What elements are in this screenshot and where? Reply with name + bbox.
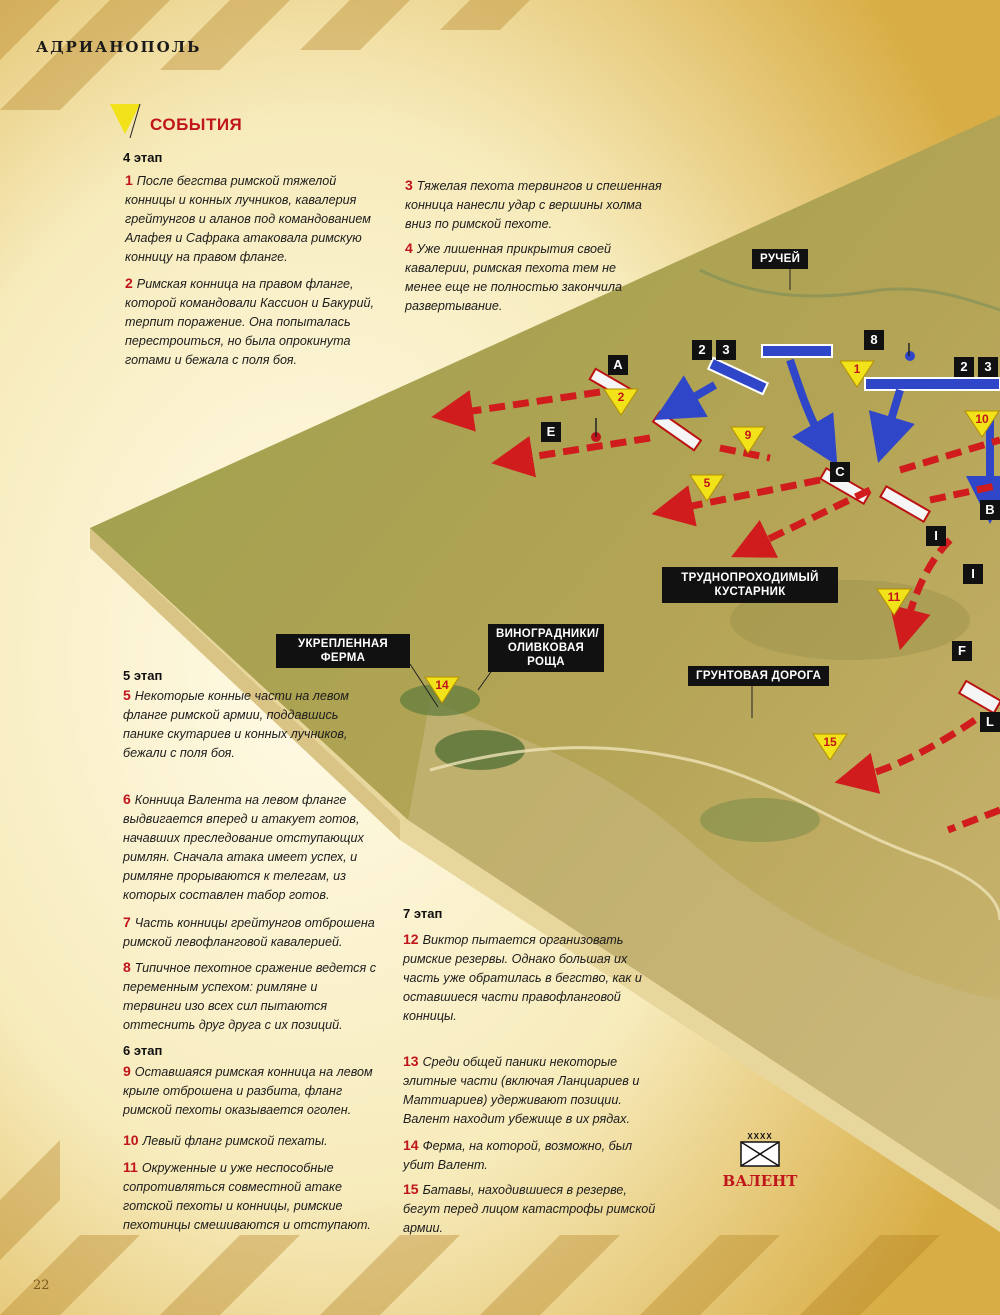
commander-name: ВАЛЕНТ [722, 1172, 798, 1190]
map-label-stream: РУЧЕЙ [752, 249, 808, 269]
event-text: Левый фланг римской пехаты. [142, 1134, 328, 1148]
event-marker-number: 1 [853, 362, 861, 376]
event-marker [812, 733, 848, 761]
stage-title: 5 этап [123, 668, 163, 683]
unit-marker: F [952, 641, 972, 661]
unit-marker: I [926, 526, 946, 546]
event-marker-number: 5 [703, 476, 711, 490]
header-title: АДРИАНОПОЛЬ [36, 38, 202, 56]
event-text: Римская конница на правом фланге, которой командовали Кассион и Бакурий, терпит поражение. Она попыталась перестроиться, но была опрокинута готами и бежала с поля боя. [125, 277, 374, 367]
commander-rank: XXXX [747, 1132, 773, 1141]
event-number: 12 [403, 931, 419, 947]
event-item [123, 1158, 379, 1235]
event-marker-number: 14 [435, 678, 449, 692]
event-text: После бегства римской тяжелой конницы и конных лучников, кавалерия грейтунгов и аланов под командованием Алафея и Сафрака атаковала римскую конницу на правом фланге. [125, 174, 371, 264]
unit-marker: I [963, 564, 983, 584]
event-marker [964, 410, 1000, 438]
event-item [403, 1052, 659, 1129]
event-item [405, 176, 665, 234]
event-number: 14 [403, 1137, 419, 1153]
event-marker-number: 2 [617, 390, 625, 404]
event-number: 11 [123, 1159, 138, 1175]
stage-title: 6 этап [123, 1043, 163, 1058]
section-title: СОБЫТИЯ [150, 115, 243, 134]
unit-marker: E [541, 422, 561, 442]
event-text: Виктор пытается организовать римские резервы. Однако большая их часть уже обратилась в бегство, как и оставшиеся части правофланговой конницы. [403, 933, 642, 1023]
event-text: Некоторые конные части на левом фланге римской армии, поддавшись панике скутариев и конных лучников, бежали с поля боя. [123, 689, 349, 760]
event-text: Окруженные и уже неспособные сопротивляться совместной атаке готской пехоты и конницы, римские пехотинцы смешиваются и отступают. [123, 1161, 371, 1232]
event-item [403, 1180, 659, 1238]
event-text: Тяжелая пехота тервингов и спешенная конница нанесли удар с вершины холма вниз по римской пехоте. [405, 179, 662, 231]
event-marker-number: 10 [975, 412, 989, 426]
event-number: 10 [123, 1132, 139, 1148]
event-item [125, 171, 377, 267]
event-item [123, 1131, 379, 1151]
event-marker [424, 676, 460, 704]
event-text: Конница Валента на левом фланге выдвигается вперед и атакует готов, начавших преследование отступающих римлян. Сначала атака имеет успех, и римляне прорываются к телегам, из которых составлен табор готов. [123, 793, 364, 902]
event-number: 2 [125, 275, 133, 291]
unit-number-marker: 2 [692, 340, 712, 360]
event-text: Типичное пехотное сражение ведется с переменным успехом: римляне и тервинги изо всех сил пытаются оттеснить друг друга с их позиций. [123, 961, 376, 1032]
event-text: Среди общей паники некоторые элитные части (включая Ланциариев и Маттиариев) удерживают позиции. Валент находит убежище в их рядах. [403, 1055, 640, 1126]
map-label-thicket: ТРУДНОПРОХОДИМЫЙ КУСТАРНИК [662, 567, 838, 603]
unit-number-marker: 2 [954, 357, 974, 377]
event-text: Ферма, на которой, возможно, был убит Валент. [403, 1139, 633, 1172]
event-number: 4 [405, 240, 413, 256]
unit-number-marker: 8 [864, 330, 884, 350]
unit-marker: A [608, 355, 628, 375]
event-number: 3 [405, 177, 413, 193]
event-item [403, 930, 659, 1026]
event-marker [730, 426, 766, 454]
event-item [125, 274, 377, 370]
event-marker [603, 388, 639, 416]
event-number: 15 [403, 1181, 419, 1197]
event-marker-number: 11 [887, 590, 901, 604]
event-number: 7 [123, 914, 131, 930]
event-number: 8 [123, 959, 131, 975]
army-command-icon [740, 1141, 780, 1167]
event-text: Батавы, находившиеся в резерве, бегут перед лицом катастрофы римской армии. [403, 1183, 656, 1235]
event-item [123, 913, 379, 952]
stage-title: 7 этап [403, 906, 443, 921]
section-marker-icon [110, 104, 150, 138]
map-label-road: ГРУНТОВАЯ ДОРОГА [688, 666, 829, 686]
event-text: Оставшаяся римская конница на левом крыле отброшена и разбита, фланг римской пехоты оказывается оголен. [123, 1065, 373, 1117]
map-label-farm: УКРЕПЛЕННАЯ ФЕРМА [276, 634, 410, 668]
unit-marker: C [830, 462, 850, 482]
unit-marker: B [980, 500, 1000, 520]
unit-number-marker: 3 [978, 357, 998, 377]
event-marker-number: 9 [744, 428, 752, 442]
event-item [123, 790, 379, 905]
map-label-vineyard: ВИНОГРАДНИКИ/ ОЛИВКОВАЯ РОЩА [488, 624, 604, 672]
event-number: 1 [125, 172, 133, 188]
event-number: 13 [403, 1053, 419, 1069]
stage-title: 4 этап [123, 150, 163, 165]
page-number: 22 [33, 1278, 50, 1293]
event-number: 6 [123, 791, 131, 807]
commander-symbol [720, 1132, 800, 1190]
unit-number-marker: 3 [716, 340, 736, 360]
event-marker [876, 588, 912, 616]
event-marker [689, 474, 725, 502]
event-item [123, 1062, 379, 1120]
event-text: Уже лишенная прикрытия своей кавалерии, римская пехота тем не менее еще не полностью закончила развертывание. [405, 242, 623, 313]
unit-marker: L [980, 712, 1000, 732]
event-number: 5 [123, 687, 131, 703]
event-marker [839, 360, 875, 388]
event-item [405, 239, 647, 316]
event-text: Часть конницы грейтунгов отброшена римской левофланговой кавалерией. [123, 916, 375, 949]
event-item [403, 1136, 659, 1175]
event-item [123, 686, 355, 763]
event-number: 9 [123, 1063, 131, 1079]
event-item [123, 958, 379, 1035]
event-marker-number: 15 [823, 735, 837, 749]
